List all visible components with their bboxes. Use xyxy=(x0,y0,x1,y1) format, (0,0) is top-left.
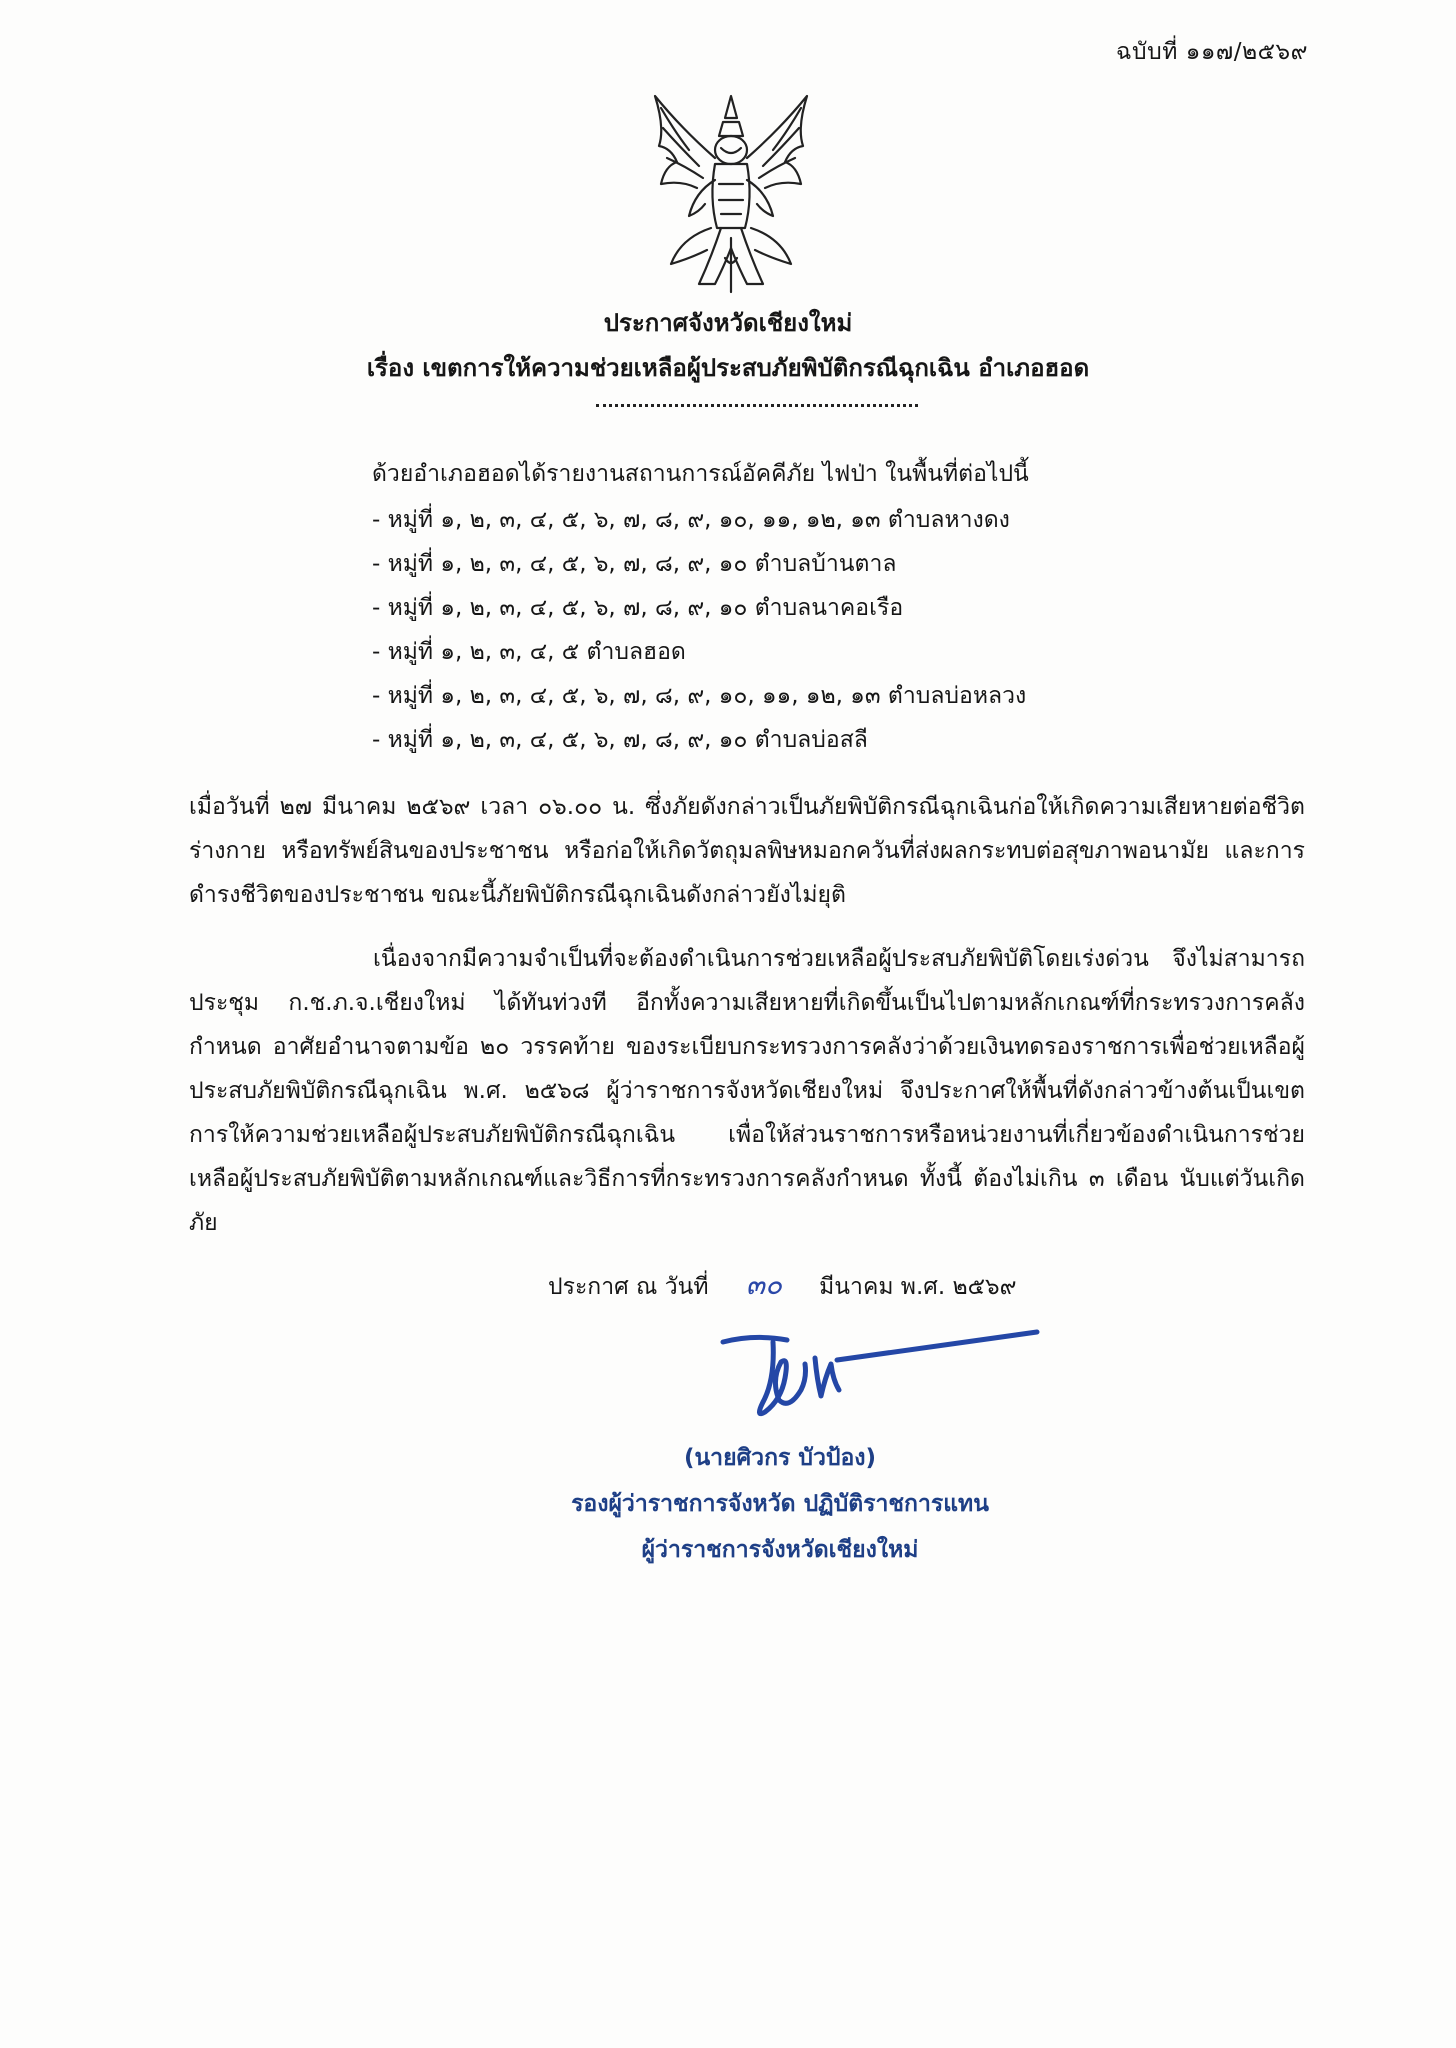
paragraph-incident: เมื่อวันที่ ๒๗ มีนาคม ๒๕๖๙ เวลา ๐๖.๐๐ น. ซึ่งภัยดังกล่าวเป็นภัยพิบัติกรณีฉุกเฉินก่อให้เกิดความเสียหายต่อชีวิต ร่างกาย หรือทรัพย์สินของประชาชน หรือก่อให้เกิดวัตถุมลพิษหมอกควันที่ส่งผลกระทบต่อสุขภาพอนามัย และการดำรงชีวิตของประชาชน ขณะนี้ภัยพิบัติกรณีฉุกเฉินดังกล่าวยังไม่ยุติ xyxy=(189,794,1305,908)
dotted-separator xyxy=(596,404,918,407)
handwritten-signature xyxy=(715,1320,1045,1430)
village-list-item: - หมู่ที่ ๑, ๒, ๓, ๔, ๕, ๖, ๗, ๘, ๙, ๑๐, ๑๑, ๑๒, ๑๓ ตำบลหางดง xyxy=(372,507,1010,533)
document-number: ฉบับที่ ๑๑๗/๒๕๖๙ xyxy=(1115,39,1308,65)
village-list xyxy=(372,498,1026,762)
village-list-item: - หมู่ที่ ๑, ๒, ๓, ๔, ๕, ๖, ๗, ๘, ๙, ๑๐, ๑๑, ๑๒, ๑๓ ตำบลบ่อหลวง xyxy=(372,683,1027,709)
intro-line: ด้วยอำเภอฮอดได้รายงานสถานการณ์อัคคีภัย ไฟป่า ในพื้นที่ต่อไปนี้ xyxy=(372,461,1029,487)
announcement-date xyxy=(548,1263,1017,1307)
paragraph-declaration: เนื่องจากมีความจำเป็นที่จะต้องดำเนินการช่วยเหลือผู้ประสบภัยพิบัติโดยเร่งด่วน จึงไม่สามารถประชุม ก.ช.ภ.จ.เชียงใหม่ ได้ทันท่วงที อีกทั้งความเสียหายที่เกิดขึ้นเป็นไปตามหลักเกณฑ์ที่กระทรวงการคลังกำหนด อาศัยอำนาจตามข้อ ๒๐ วรรคท้าย ของระเบียบกระทรวงการคลังว่าด้วยเงินทดรองราชการเพื่อช่วยเหลือผู้ประสบภัยพิบัติกรณีฉุกเฉิน พ.ศ. ๒๕๖๘ ผู้ว่าราชการจังหวัดเชียงใหม่ จึงประกาศให้พื้นที่ดังกล่าวข้างต้นเป็นเขตการให้ความช่วยเหลือผู้ประสบภัยพิบัติกรณีฉุกเฉิน เพื่อให้ส่วนราชการหรือหน่วยงานที่เกี่ยวข้องดำเนินการช่วยเหลือผู้ประสบภัยพิบัติตามหลักเกณฑ์และวิธีการที่กระทรวงการคลังกำหนด ทั้งนี้ ต้องไม่เกิน ๓ เดือน นับแต่วันเกิดภัย xyxy=(189,946,1305,1236)
announcement-date-suffix: มีนาคม พ.ศ. ๒๕๖๙ xyxy=(819,1274,1017,1300)
announcement-date-prefix: ประกาศ ณ วันที่ xyxy=(548,1274,709,1300)
announcement-subject: เรื่อง เขตการให้ความช่วยเหลือผู้ประสบภัยพิบัติกรณีฉุกเฉิน อำเภอฮอด xyxy=(366,354,1090,382)
signer-position-1: รองผู้ว่าราชการจังหวัด ปฏิบัติราชการแทน xyxy=(571,1491,989,1517)
signer-position-2: ผู้ว่าราชการจังหวัดเชียงใหม่ xyxy=(641,1537,919,1563)
village-list-item: - หมู่ที่ ๑, ๒, ๓, ๔, ๕, ๖, ๗, ๘, ๙, ๑๐ ตำบลบ่อสลี xyxy=(372,727,868,753)
garuda-emblem-icon xyxy=(641,88,821,296)
signer-name: (นายศิวกร บัวป้อง) xyxy=(683,1445,877,1471)
announcement-day-handwritten: ๓๐ xyxy=(745,1268,782,1301)
village-list-item: - หมู่ที่ ๑, ๒, ๓, ๔, ๕, ๖, ๗, ๘, ๙, ๑๐ ตำบลนาคอเรือ xyxy=(372,595,904,621)
village-list-item: - หมู่ที่ ๑, ๒, ๓, ๔, ๕, ๖, ๗, ๘, ๙, ๑๐ ตำบลบ้านตาล xyxy=(372,551,897,577)
village-list-item: - หมู่ที่ ๑, ๒, ๓, ๔, ๕ ตำบลฮอด xyxy=(372,639,686,665)
announcement-title: ประกาศจังหวัดเชียงใหม่ xyxy=(603,309,853,337)
